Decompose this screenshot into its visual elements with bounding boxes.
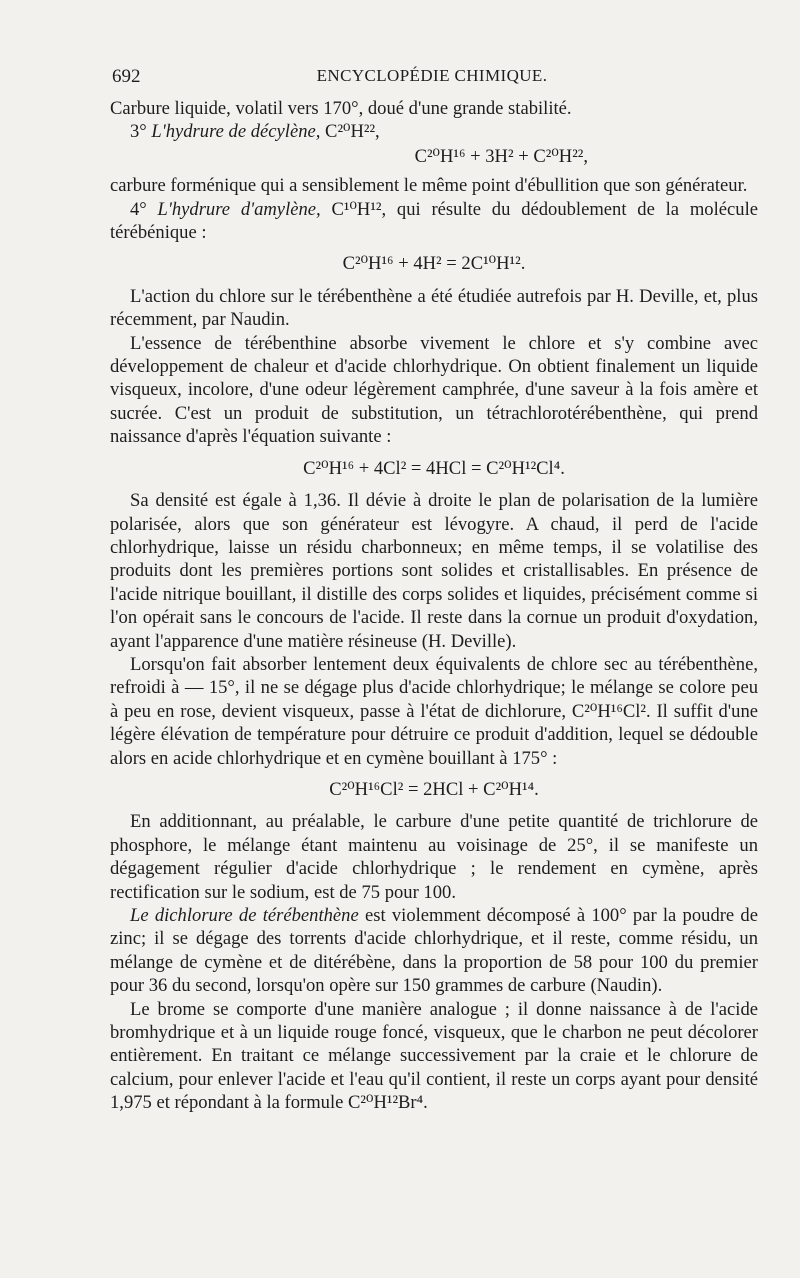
paragraph: Sa densité est égale à 1,36. Il dévie à droite le plan de polarisation de la lumière polarisée, alors que son générateur est lévogyre. A chaud, il perd de l'acide chlorhydrique, laisse un résidu charbonneux; en même temps, il se volatilise des produits dont les premières portions sont solides et cristallisables. En présence de l'acide nitrique bouillant, il distille des corps solides et liquides, précisément comme si l'on opérait sans le concours de l'acide. Il reste dans la cornue un produit d'oxydation, ayant l'apparence d'une matière résineuse (H. Deville). (110, 490, 758, 652)
item-number: 4° (130, 198, 158, 220)
body-text (110, 97, 758, 1115)
compound-name: L'hydrure d'amylène, (157, 198, 321, 220)
paragraph: L'essence de térébenthine absorbe vivement le chlore et s'y combine avec développement de chaleur et d'acide chlorhydrique. On obtient finalement un liquide visqueux, incolore, d'une odeur légèrement camphrée, d'une saveur à la fois amère et sucrée. C'est un produit de substitution, un tétrachlorotérébenthène, qui prend naissance d'après l'équation suivante : (110, 332, 758, 448)
formula: C²⁰H¹⁶ + 3H² + C²⁰H²², (414, 145, 588, 167)
compound-name: Le dichlorure de térébenthène (130, 905, 359, 926)
compound-name: L'hydrure de décylène, (151, 121, 321, 143)
page-header (112, 66, 752, 90)
paragraph-dichlorure (110, 904, 758, 998)
paragraph: carbure forménique qui a sensiblement le même point d'ébullition que son générateur. (110, 175, 748, 197)
paragraph: Carbure liquide, volatil vers 170°, doué d'une grande stabilité. (110, 98, 572, 119)
page-number: 692 (112, 66, 141, 87)
running-head: ENCYCLOPÉDIE CHIMIQUE. (316, 66, 548, 85)
formula: C²⁰H¹⁶ + 4Cl² = 4HCl = C²⁰H¹²Cl⁴. (303, 457, 565, 479)
paragraph-item-4 (110, 198, 758, 245)
formula: C²⁰H¹⁶Cl² = 2HCl + C²⁰H¹⁴. (329, 778, 539, 800)
compound-formula: C²⁰H²², (320, 121, 380, 143)
paragraph: L'action du chlore sur le térébenthène a été étudiée autrefois par H. Deville, et, plus récemment, par Naudin. (110, 285, 758, 331)
paragraph: Lorsqu'on fait absorber lentement deux équivalents de chlore sec au térébenthène, refroidi à — 15°, il ne se dégage plus d'acide chlorhydrique; le mélange se colore peu à peu en rose, devient visqueux, passe à l'état de dichlorure, C²⁰H¹⁶Cl². Il suffit d'une légère élévation de température pour détruire ce produit d'addition, lequel se dédouble alors en acide chlorhydrique et en cymène bouillant à 175° : (110, 653, 758, 769)
formula: C²⁰H¹⁶ + 4H² = 2C¹⁰H¹². (342, 253, 526, 275)
paragraph-rest: C¹⁰H¹², qui résulte du dédoublement de la molécule térébénique : (110, 198, 758, 244)
item-number: 3° (130, 121, 152, 143)
paragraph-rest: est violemment décomposé à 100° par la poudre de zinc; il se dégage des torrents d'acide chlorhydrique, et il reste, comme résidu, un mélange de cymène et de ditérébène, dans la proportion de 58 pour 100 du premier pour 36 du second, lorsqu'on opère sur 150 grammes de carbure (Naudin). (110, 905, 758, 997)
paragraph: Le brome se comporte d'une manière analogue ; il donne naissance à de l'acide bromhydrique et à un liquide rouge foncé, visqueux, que le charbon ne peut décolorer entièrement. En traitant ce mélange successivement par la craie et le chlorure de calcium, pour enlever l'acide et l'eau qu'il contient, il reste un corps ayant pour densité 1,975 et répondant à la formule C²⁰H¹²Br⁴. (110, 998, 758, 1114)
paragraph: En additionnant, au préalable, le carbure d'une petite quantité de trichlorure de phosphore, le mélange étant maintenu au voisinage de 25°, il se manifeste un dégagement régulier d'acide chlorhydrique ; le rendement en cymène, après rectification sur le sodium, est de 75 pour 100. (110, 811, 758, 903)
paragraph-item-3 (110, 120, 758, 143)
